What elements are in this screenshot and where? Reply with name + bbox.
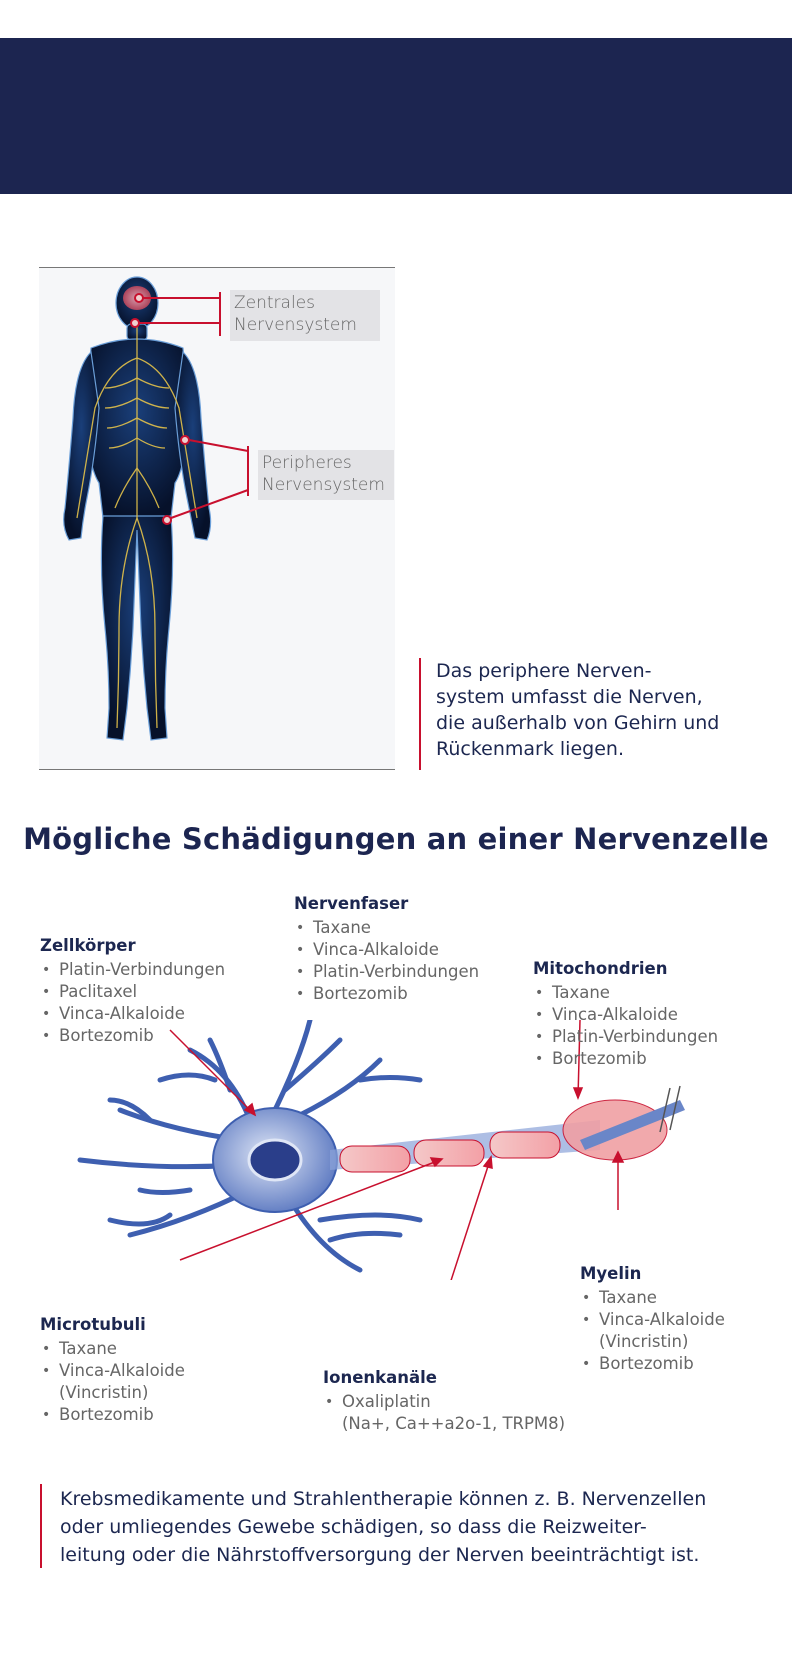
list-item: • Taxane <box>580 1287 725 1309</box>
list-item-continuation: (Na+, Ca++a2o-1, TRPM8) <box>342 1414 566 1433</box>
header-banner <box>0 38 792 194</box>
label-central-nervous-system <box>230 290 380 341</box>
list-item: • Platin-Verbindungen <box>533 1026 718 1048</box>
list-item: • Platin-Verbindungen <box>40 959 225 981</box>
caption-peripheral <box>436 658 776 762</box>
list-item: • Taxane <box>294 917 479 939</box>
paragraph-line: oder umliegendes Gewebe schädigen, so dass die Reizweiter- <box>60 1516 647 1538</box>
list-item: • Vinca-Alkaloide <box>40 1360 185 1382</box>
list-item: • Vinca-Alkaloide <box>533 1004 718 1026</box>
list-item: • Vinca-Alkaloide <box>580 1309 725 1331</box>
label-central-line-2: Nervensystem <box>234 315 357 335</box>
paragraph-line: leitung oder die Nährstoffversorgung der Nerven beeinträchtigt ist. <box>60 1544 700 1566</box>
list-item: • Oxaliplatin <box>323 1391 565 1413</box>
list-item-continuation: (Vincristin) <box>599 1332 689 1351</box>
label-central-line-1: Zentrales <box>234 293 315 313</box>
list-item: • Bortezomib <box>40 1404 185 1426</box>
group-myelin <box>580 1263 725 1375</box>
list-item-continuation: (Vincristin) <box>59 1383 149 1402</box>
list-item: • Platin-Verbindungen <box>294 961 479 983</box>
list-item: • Taxane <box>533 982 718 1004</box>
list-item: • Vinca-Alkaloide <box>40 1003 225 1025</box>
caption-line: Das periphere Nerven- <box>436 660 652 682</box>
group-title: Nervenfaser <box>294 894 409 913</box>
list-item: • Bortezomib <box>533 1048 718 1070</box>
label-peripheral-nervous-system <box>258 450 394 500</box>
label-peripheral-line-1: Peripheres <box>262 453 352 473</box>
group-zellkoerper <box>40 935 225 1047</box>
bottom-paragraph <box>60 1485 760 1569</box>
group-nervenfaser <box>294 893 479 1005</box>
list-item: • Bortezomib <box>40 1025 225 1047</box>
bottom-accent-bar <box>40 1484 42 1568</box>
section-title: Mögliche Schädigungen an einer Nervenzelle <box>23 822 769 856</box>
label-peripheral-line-2: Nervensystem <box>262 475 385 495</box>
caption-accent-bar <box>419 658 421 770</box>
list-item: • Taxane <box>40 1338 185 1360</box>
caption-line: system umfasst die Nerven, <box>436 686 703 708</box>
human-body-illustration <box>39 268 395 770</box>
caption-line: Rückenmark liegen. <box>436 738 624 760</box>
group-microtubuli <box>40 1314 185 1426</box>
list-item: • Vinca-Alkaloide <box>294 939 479 961</box>
nervous-system-figure <box>39 267 395 770</box>
group-mitochondrien <box>533 958 718 1070</box>
caption-line: die außerhalb von Gehirn und <box>436 712 720 734</box>
group-title: Myelin <box>580 1264 642 1283</box>
group-title: Zellkörper <box>40 936 136 955</box>
group-title: Mitochondrien <box>533 959 668 978</box>
list-item: • Bortezomib <box>294 983 479 1005</box>
list-item: • Paclitaxel <box>40 981 225 1003</box>
paragraph-line: Krebsmedikamente und Strahlentherapie können z. B. Nervenzellen <box>60 1488 707 1510</box>
group-title: Ionenkanäle <box>323 1368 437 1387</box>
group-title: Microtubuli <box>40 1315 146 1334</box>
group-ionenkanaele <box>323 1367 565 1435</box>
list-item: • Bortezomib <box>580 1353 725 1375</box>
